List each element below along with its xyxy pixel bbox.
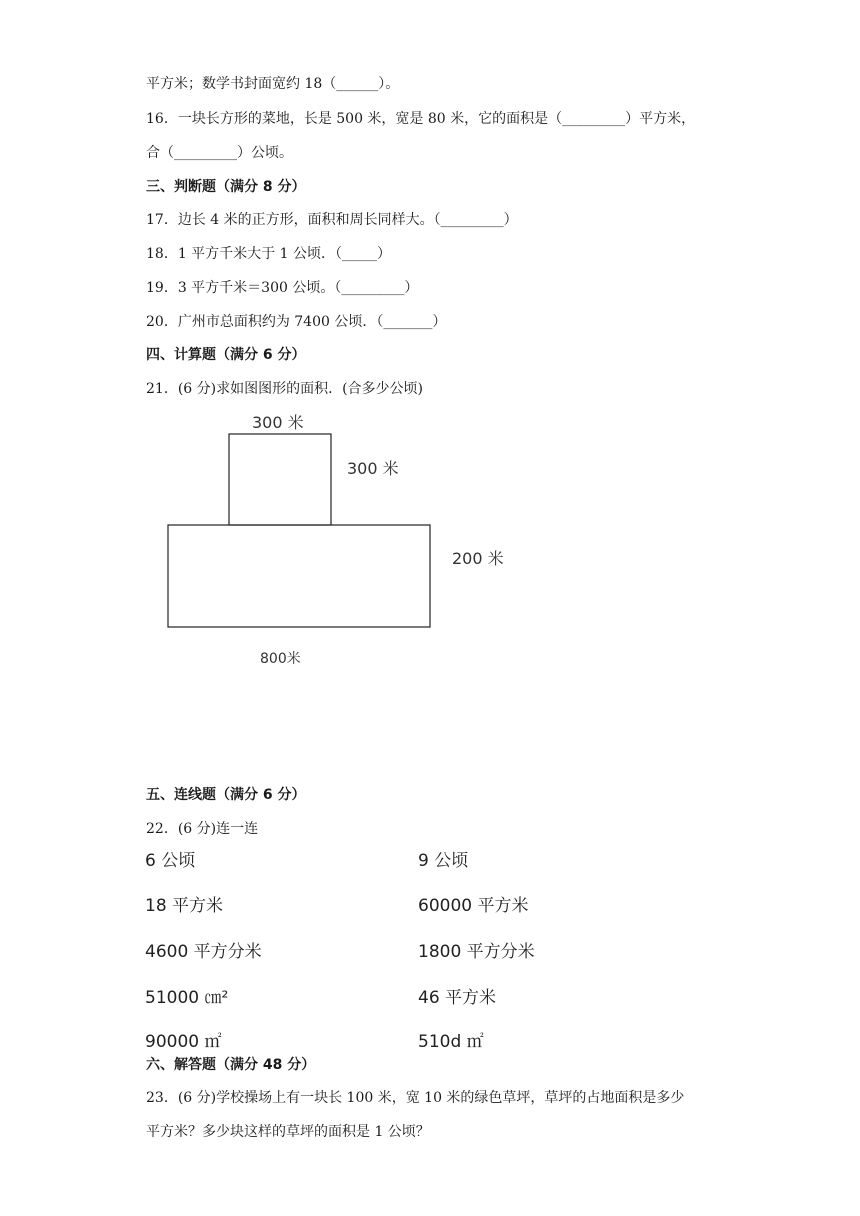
label-top-width: 300 米: [252, 413, 304, 432]
match-left-4[interactable]: 51000 ㎝²: [145, 988, 229, 1008]
bottom-rectangle: [168, 525, 430, 627]
match-right-2[interactable]: 60000 平方米: [418, 896, 529, 916]
top-square: [229, 434, 331, 525]
question-20: 20．广州市总面积约为 7400 公顷．（_______）: [146, 314, 447, 330]
match-left-3[interactable]: 4600 平方分米: [145, 942, 262, 962]
question-16-line2: 合（_________）公顷。: [146, 145, 293, 161]
q15-continuation: 平方米；数学书封面宽约 18（______）。: [146, 76, 400, 92]
label-top-height: 300 米: [347, 459, 399, 478]
question-21: 21．(6 分)求如图图形的面积．(合多少公顷): [146, 381, 424, 397]
match-left-2[interactable]: 18 平方米: [145, 896, 224, 916]
section-6-heading: 六、解答题（满分 48 分）: [146, 1057, 316, 1073]
question-16-line1: 16．一块长方形的菜地，长是 500 米，宽是 80 米，它的面积是（_________）平方米，: [146, 111, 696, 127]
section-4-heading: 四、计算题（满分 6 分）: [146, 347, 306, 363]
question-23-line2: 平方米？多少块这样的草坪的面积是 1 公顷？: [146, 1124, 430, 1140]
match-left-1[interactable]: 6 公顷: [145, 851, 196, 871]
question-23-line1: 23．(6 分)学校操场上有一块长 100 米，宽 10 米的绿色草坪，草坪的占地面积是多少: [146, 1090, 685, 1106]
match-right-1[interactable]: 9 公顷: [418, 851, 469, 871]
match-right-3[interactable]: 1800 平方分米: [418, 942, 535, 962]
match-right-5[interactable]: 510d ㎡: [418, 1032, 484, 1052]
question-19: 19．3 平方千米＝300 公顷。（_________）: [146, 280, 419, 296]
label-bottom-width: 800米: [260, 651, 301, 667]
question-18: 18．1 平方千米大于 1 公顷．（_____）: [146, 246, 391, 262]
label-bottom-height: 200 米: [452, 549, 504, 568]
question-22: 22．(6 分)连一连: [146, 821, 259, 837]
section-5-heading: 五、连线题（满分 6 分）: [146, 787, 306, 803]
match-left-5[interactable]: 90000 ㎡: [145, 1032, 222, 1052]
match-right-4[interactable]: 46 平方米: [418, 988, 497, 1008]
section-3-heading: 三、判断题（满分 8 分）: [146, 179, 306, 195]
question-17: 17．边长 4 米的正方形，面积和周长同样大。（_________）: [146, 212, 518, 228]
